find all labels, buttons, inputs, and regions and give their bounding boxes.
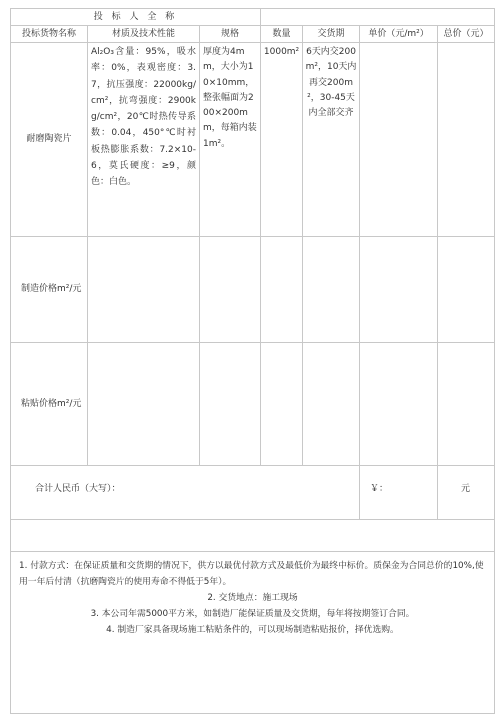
header-quantity: 数量: [261, 26, 303, 43]
item-material: Al₂O₃含量：95%，吸水率：0%，表观密度：3.7，抗压强度：22000kg/cm²，抗弯强度：2900kg/cm²，20℃时热传导系数：0.04，450°℃时衬板热膨胀系数：7.2×10-6，莫氏硬度：≥9，颜色：白色。: [88, 43, 200, 237]
item-name: 耐磨陶瓷片: [11, 43, 88, 237]
item-row: [11, 43, 495, 237]
paste-delivery-cell[interactable]: [303, 343, 360, 466]
item-spec: 厚度为4mm，大小为10×10mm，整张幅面为200×200mm，每箱内装1m²。: [200, 43, 261, 237]
header-spec: 规格: [200, 26, 261, 43]
terms-cell: [11, 552, 495, 714]
manufacture-quantity-cell[interactable]: [261, 237, 303, 343]
currency-symbol: ￥：: [360, 466, 438, 520]
manufacture-unit-price-cell[interactable]: [360, 237, 438, 343]
sum-label: 合计人民币（大写）：: [11, 466, 360, 520]
header-total-price: 总价（元）: [438, 26, 495, 43]
manufacture-row: [11, 237, 495, 343]
paste-row: [11, 343, 495, 466]
item-unit-price-cell[interactable]: [360, 43, 438, 237]
item-quantity: 1000m²: [261, 43, 303, 237]
blank-row: [11, 520, 495, 552]
item-delivery: 6天内交200m²，10天内再交200m²，30-45天内全部交齐: [303, 43, 360, 237]
terms-row: [11, 552, 495, 714]
manufacture-total-price-cell[interactable]: [438, 237, 495, 343]
paste-quantity-cell[interactable]: [261, 343, 303, 466]
paste-unit-price-cell[interactable]: [360, 343, 438, 466]
header-material: 材质及技术性能: [88, 26, 200, 43]
terms-delivery-location: 2. 交货地点：施工现场: [207, 593, 298, 603]
header-delivery: 交货期: [303, 26, 360, 43]
manufacture-delivery-cell[interactable]: [303, 237, 360, 343]
header-goods-name: 投标货物名称: [11, 26, 88, 43]
manufacture-price-label: 制造价格m²/元: [11, 237, 88, 343]
manufacture-material-cell[interactable]: [88, 237, 200, 343]
terms-annual-demand: 3. 本公司年需5000平方米，如制造厂能保证质量及交货期，每年将按期签订合同。: [90, 609, 415, 619]
header-row: [11, 26, 495, 43]
terms-onsite-quote: 4. 制造厂家具备现场施工粘贴条件的，可以现场制造粘贴报价，择优选购。: [106, 625, 399, 635]
paste-spec-cell[interactable]: [200, 343, 261, 466]
paste-material-cell[interactable]: [88, 343, 200, 466]
header-unit-price: 单价（元/m²）: [360, 26, 438, 43]
bidder-name-label: 投 标 人 全 称: [11, 9, 261, 26]
paste-total-price-cell[interactable]: [438, 343, 495, 466]
bid-table: [10, 8, 495, 714]
bidder-name-value[interactable]: [261, 9, 495, 26]
sum-row: [11, 466, 495, 520]
title-row: [11, 9, 495, 26]
item-total-price-cell[interactable]: [438, 43, 495, 237]
paste-price-label: 粘贴价格m²/元: [11, 343, 88, 466]
terms-payment: 1. 付款方式：在保证质量和交货期的情况下，供方以最优付款方式及最低价为最终中标价。质保金为合同总价的10%,使用一年后付清（抗磨陶瓷片的使用寿命不得低于5年）。: [19, 561, 484, 587]
currency-unit: 元: [438, 466, 495, 520]
manufacture-spec-cell[interactable]: [200, 237, 261, 343]
blank-cell: [11, 520, 495, 552]
